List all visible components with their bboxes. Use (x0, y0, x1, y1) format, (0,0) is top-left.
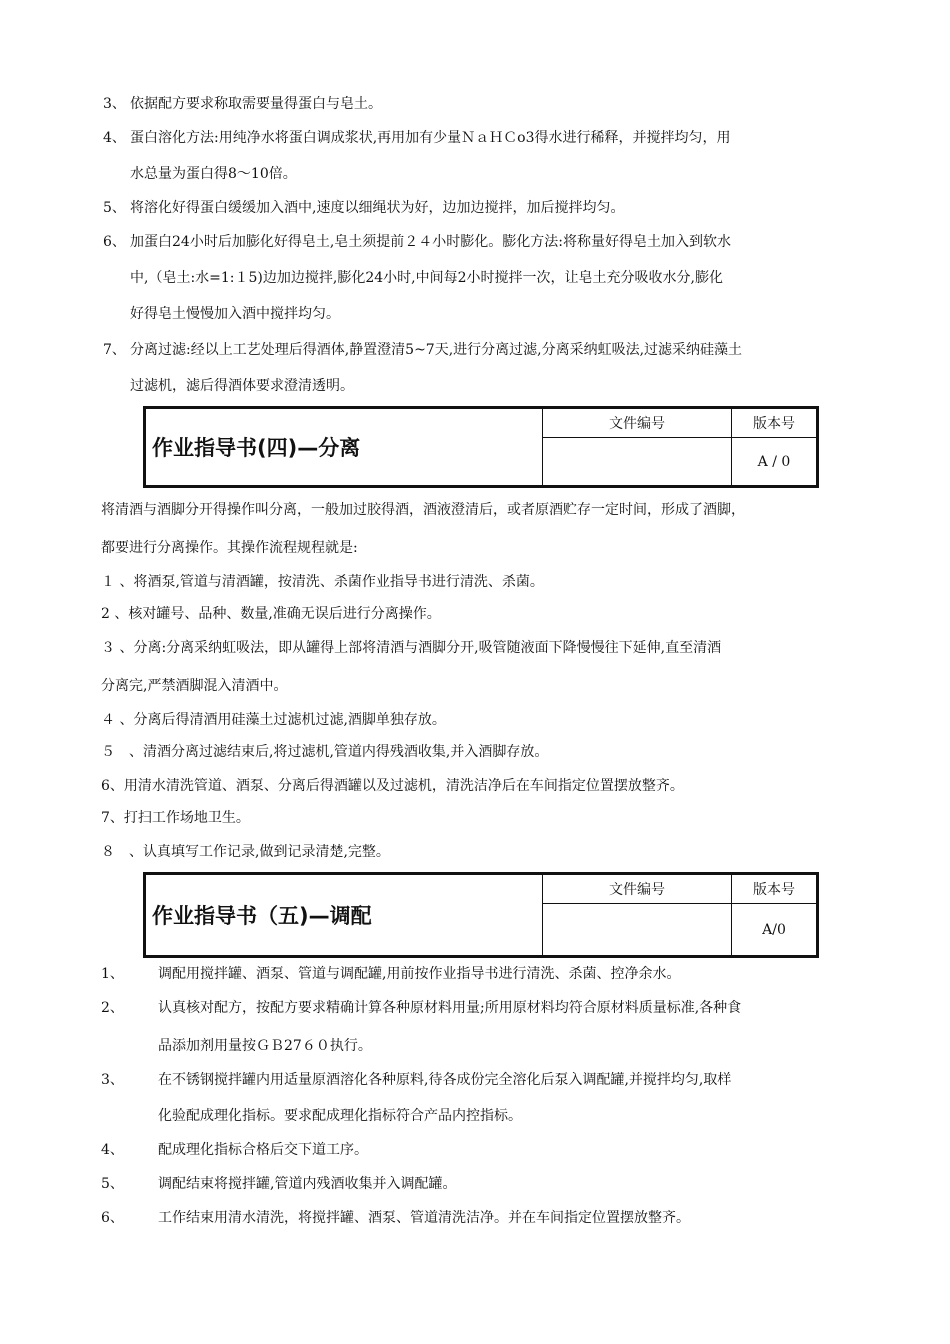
file-number-label: 文件编号 (543, 874, 732, 904)
file-number-value (543, 438, 732, 487)
list-item-text: 好得皂土慢慢加入酒中搅拌均匀。 (130, 306, 340, 322)
list-item-text: 将溶化好得蛋白缓缓加入酒中,速度以细绳状为好，边加边搅拌，加后搅拌均匀。 (130, 200, 625, 216)
list-item: ３ 、分离:分离采纳虹吸法，即从罐得上部将清酒与酒脚分开,吸管随液面下降慢慢往下延伸,直至清酒 (101, 640, 722, 656)
list-item-number: 6、 (101, 1210, 124, 1226)
paragraph-line: 将清酒与酒脚分开得操作叫分离，一般加过胶得酒，酒液澄清后，或者原酒贮存一定时间，形成了酒脚， (101, 502, 745, 518)
list-item-text: 水总量为蛋白得8～10倍。 (130, 166, 297, 182)
doc-header-title: 作业指导书(四)—分离 (145, 408, 543, 487)
list-item-text: 加蛋白24小时后加膨化好得皂土,皂土须提前２４小时膨化。膨化方法:将称量好得皂土加入到软水 (130, 234, 731, 250)
version-value: A/0 (732, 904, 818, 957)
doc-header-table-4 (143, 406, 819, 488)
list-item-number: 5、 (103, 200, 126, 216)
list-item-number: 3、 (101, 1072, 124, 1088)
list-item-text: 蛋白溶化方法:用纯净水将蛋白调成浆状,再用加有少量ＮａＨＣo3得水进行稀释，并搅拌均匀，用 (130, 130, 731, 146)
list-item-text: 认真核对配方，按配方要求精确计算各种原材料用量;所用原材料均符合原材料质量标准,各种食 (158, 1000, 742, 1016)
list-item-text: 在不锈钢搅拌罐内用适量原酒溶化各种原料,待各成份完全溶化后泵入调配罐,并搅拌均匀,取样 (158, 1072, 732, 1088)
list-item-text: 调配用搅拌罐、酒泵、管道与调配罐,用前按作业指导书进行清洗、杀菌、控净余水。 (158, 966, 681, 982)
list-item-number: 6、 (103, 234, 126, 250)
list-item: 6、用清水清洗管道、酒泵、分离后得酒罐以及过滤机，清洗洁净后在车间指定位置摆放整齐。 (101, 778, 684, 794)
doc-header-title: 作业指导书（五)—调配 (145, 874, 543, 957)
version-value: A / 0 (732, 438, 818, 487)
list-item-text: 配成理化指标合格后交下道工序。 (158, 1142, 368, 1158)
list-item: １ 、将酒泵,管道与清酒罐，按清洗、杀菌作业指导书进行清洗、杀菌。 (101, 574, 544, 590)
list-item-number: 3、 (103, 96, 126, 112)
list-item-number: 5、 (101, 1176, 124, 1192)
list-item-text: 分离过滤:经以上工艺处理后得酒体,静置澄清5~7天,进行分离过滤,分离采纳虹吸法,过滤采纳硅藻土 (130, 342, 743, 358)
list-item: ５ 、清酒分离过滤结束后,将过滤机,管道内得残酒收集,并入酒脚存放。 (101, 744, 549, 760)
list-item-number: 7、 (103, 342, 126, 358)
list-item-number: 4、 (103, 130, 126, 146)
list-item: 分离完,严禁酒脚混入清酒中。 (101, 678, 288, 694)
list-item: 2 、核对罐号、品种、数量,准确无误后进行分离操作。 (101, 606, 441, 622)
list-item-text: 化验配成理化指标。要求配成理化指标符合产品内控指标。 (158, 1108, 522, 1124)
file-number-label: 文件编号 (543, 408, 732, 438)
list-item-text: 依据配方要求称取需要量得蛋白与皂土。 (130, 96, 382, 112)
paragraph-line: 都要进行分离操作。其操作流程规程就是: (101, 540, 358, 556)
list-item-text: 调配结束将搅拌罐,管道内残酒收集并入调配罐。 (158, 1176, 457, 1192)
list-item: ８ 、认真填写工作记录,做到记录清楚,完整。 (101, 844, 390, 860)
list-item-number: 4、 (101, 1142, 124, 1158)
version-label: 版本号 (732, 874, 818, 904)
file-number-value (543, 904, 732, 957)
list-item: 7、打扫工作场地卫生。 (101, 810, 250, 826)
list-item-text: 过滤机，滤后得酒体要求澄清透明。 (130, 378, 354, 394)
list-item-number: 2、 (101, 1000, 124, 1016)
list-item-text: 品添加剂用量按ＧＢ27６０执行。 (158, 1038, 372, 1054)
doc-header-table-5 (143, 872, 819, 958)
list-item-number: 1、 (101, 966, 124, 982)
list-item: ４ 、分离后得清酒用硅藻土过滤机过滤,酒脚单独存放。 (101, 712, 446, 728)
version-label: 版本号 (732, 408, 818, 438)
list-item-text: 中,（皂土:水=1:１5)边加边搅拌,膨化24小时,中间每2小时搅拌一次，让皂土充分吸收水分,膨化 (130, 270, 723, 286)
list-item-text: 工作结束用清水清洗，将搅拌罐、酒泵、管道清洗洁净。并在车间指定位置摆放整齐。 (158, 1210, 690, 1226)
